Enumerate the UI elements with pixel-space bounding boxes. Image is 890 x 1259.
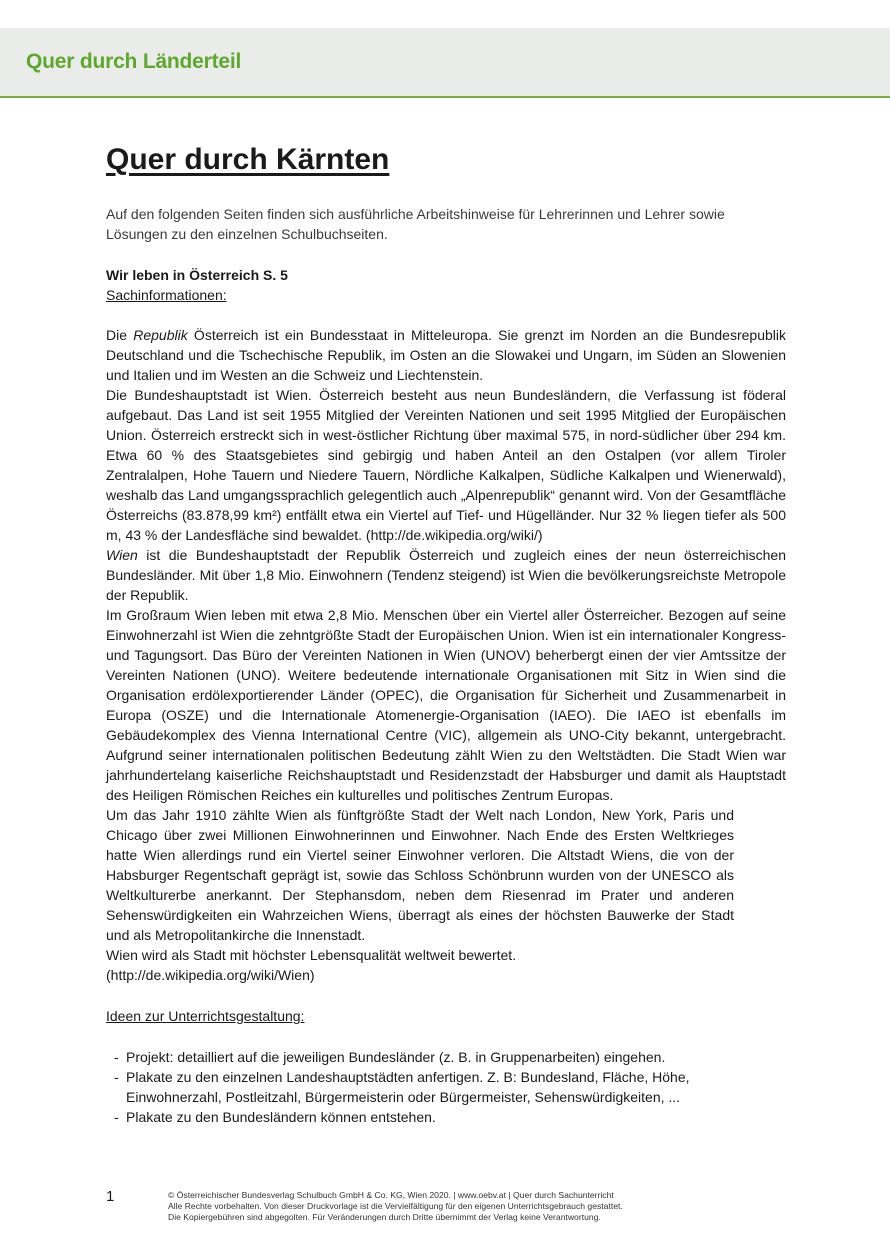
intro-text: Auf den folgenden Seiten finden sich ausführliche Arbeitshinweise für Lehrerinnen und Lehrer sowie Lösungen zu den einzelnen Schulbuchseiten. [106, 206, 725, 242]
ideas-list [106, 1047, 786, 1127]
emphasis-wien: Wien [106, 547, 138, 563]
footer-line: Die Kopiergebühren sind abgegolten. Für Veränderungen durch Dritte übernimmt der Verlag keine Verantwortung. [168, 1212, 601, 1222]
main-content [106, 140, 786, 1127]
paragraph-history: Um das Jahr 1910 zählte Wien als fünftgrößte Stadt der Welt nach London, New York, Paris und Chicago über zwei Millionen Einwohnerinnen und Einwohner. Nach Ende des Ersten Weltkrieges hatte Wien allerdings rund ein Viertel seiner Einwohner verloren. Die Altstadt Wiens, die von der Habsburger Regentschaft geprägt ist, sowie das Schloss Schönbrunn wurden von der UNESCO als Weltkulturerbe anerkannt. Der Stephansdom, neben dem Riesenrad im Prater und anderen Sehenswürdigkeiten ein Wahrzeichen Wiens, überragt als eines der höchsten Bauwerke der Stadt und als Metropolitankirche die Innenstadt. [106, 807, 734, 943]
paragraph-text: ist die Bundeshauptstadt der Republik Österreich und zugleich eines der neun österreichischen Bundesländer. Mit über 1,8 Mio. Einwohnern (Tendenz steigend) ist Wien die bevölkerungsreichste Metropole der Republik. [106, 547, 786, 603]
footer-line: Alle Rechte vorbehalten. Von dieser Druckvorlage ist die Vervielfältigung für den eigenen Unterrichtsgebrauch gestattet. [168, 1201, 623, 1211]
footer-copyright [168, 1190, 768, 1223]
list-dash: - [114, 1049, 119, 1065]
paragraph-bundeshauptstadt: Die Bundeshauptstadt ist Wien. Österreich besteht aus neun Bundesländern, die Verfassung ist föderal aufgebaut. Das Land ist seit 1955 Mitglied der Vereinten Nationen und seit 1995 Mitglied der Europäischen Union. Österreich erstreckt sich in west-östlicher Richtung über maximal 575, in nord-südlicher über 294 km. Etwa 60 % des Staatsgebietes sind gebirgig und haben Anteil an den Ostalpen (vor allem Tiroler Zentralalpen, Hohe Tauern und Niedere Tauern, Nördliche Kalkalpen, Südliche Kalkalpen und Wienerwald), weshalb das Land umgangssprachlich gelegentlich auch „Alpenrepublik“ genannt wird. Von der Gesamtfläche Österreichs (83.878,99 km²) entfällt etwa ein Viertel auf Tief- und Hügelländer. Nur 32 % liegen tiefer als 500 m, 43 % der Landesfläche sind bewaldet. (http://de.wikipedia.org/wiki/) [106, 387, 786, 543]
footer-line: © Österreichischer Bundesverlag Schulbuch GmbH & Co. KG, Wien 2020. | www.oebv.at | Quer durch Sachunterricht [168, 1190, 614, 1200]
paragraph-wien [106, 545, 786, 605]
paragraph-prefix: Die [106, 327, 134, 343]
list-dash: - [114, 1109, 119, 1125]
section-heading: Wir leben in Österreich S. 5 [106, 267, 288, 283]
ideas-heading: Ideen zur Unterrichtsgestaltung: [106, 1008, 305, 1024]
page-header [0, 28, 890, 98]
section-subheading: Sachinformationen: [106, 287, 227, 303]
paragraph-text: Österreich ist ein Bundesstaat in Mitteleuropa. Sie grenzt im Norden an die Bundesrepublik Deutschland und die Tschechische Republik, im Osten an die Slowakei und Ungarn, im Süden an Slowenien und Italien und im Westen an die Schweiz und Liechtenstein. [106, 327, 786, 383]
emphasis-republik: Republik [133, 327, 188, 343]
paragraph-grossraum: Im Großraum Wien leben mit etwa 2,8 Mio. Menschen über ein Viertel aller Österreicher. Bezogen auf seine Einwohnerzahl ist Wien die zehntgrößte Stadt der Europäischen Union. Wien ist ein internationaler Kongress- und Tagungsort. Das Büro der Vereinten Nationen in Wien (UNOV) beherbergt einen der vier Amtssitze der Vereinten Nationen (UNO). Weitere bedeutende internationale Organisationen mit Sitz in Wien sind die Organisation erdölexportierender Länder (OPEC), die Organisation für Sicherheit und Zusammenarbeit in Europa (OSZE) und die Internationale Atomenergie-Organisation (IAEO). Die IAEO ist ebenfalls im Gebäudekomplex des Vienna International Centre (VIC), allgemein als UNO-City bekannt, untergebracht. Aufgrund seiner internationalen politischen Bedeutung zählt Wien zu den Weltstädten. Die Stadt Wien war jahrhundertelang kaiserliche Reichshauptstadt und Residenzstadt der Habsburger und damit als Hauptstadt des Heiligen Römischen Reiches ein kulturelles und politisches Zentrum Europas. [106, 607, 786, 803]
paragraph-source: (http://de.wikipedia.org/wiki/Wien) [106, 967, 315, 983]
paragraph-lebensqualitaet: Wien wird als Stadt mit höchster Lebensqualität weltweit bewertet. [106, 947, 517, 963]
list-dash: - [114, 1069, 119, 1085]
list-item [114, 1047, 786, 1067]
page-number: 1 [106, 1188, 115, 1205]
list-item [114, 1107, 786, 1127]
header-title: Quer durch Länderteil [26, 50, 242, 73]
list-item-text: Plakate zu den einzelnen Landeshauptstädten anfertigen. Z. B: Bundesland, Fläche, Höhe, Einwohnerzahl, Postleitzahl, Bürgermeisterin oder Bürgermeister, Sehenswürdigkeiten, ... [126, 1069, 690, 1105]
list-item-text: Plakate zu den Bundesländern können entstehen. [126, 1109, 436, 1125]
list-item [114, 1067, 786, 1107]
paragraph-republik [106, 325, 786, 385]
page-title: Quer durch Kärnten [106, 143, 390, 176]
list-item-text: Projekt: detailliert auf die jeweiligen Bundesländer (z. B. in Gruppenarbeiten) eingehen. [126, 1049, 666, 1065]
section-body [106, 325, 786, 985]
